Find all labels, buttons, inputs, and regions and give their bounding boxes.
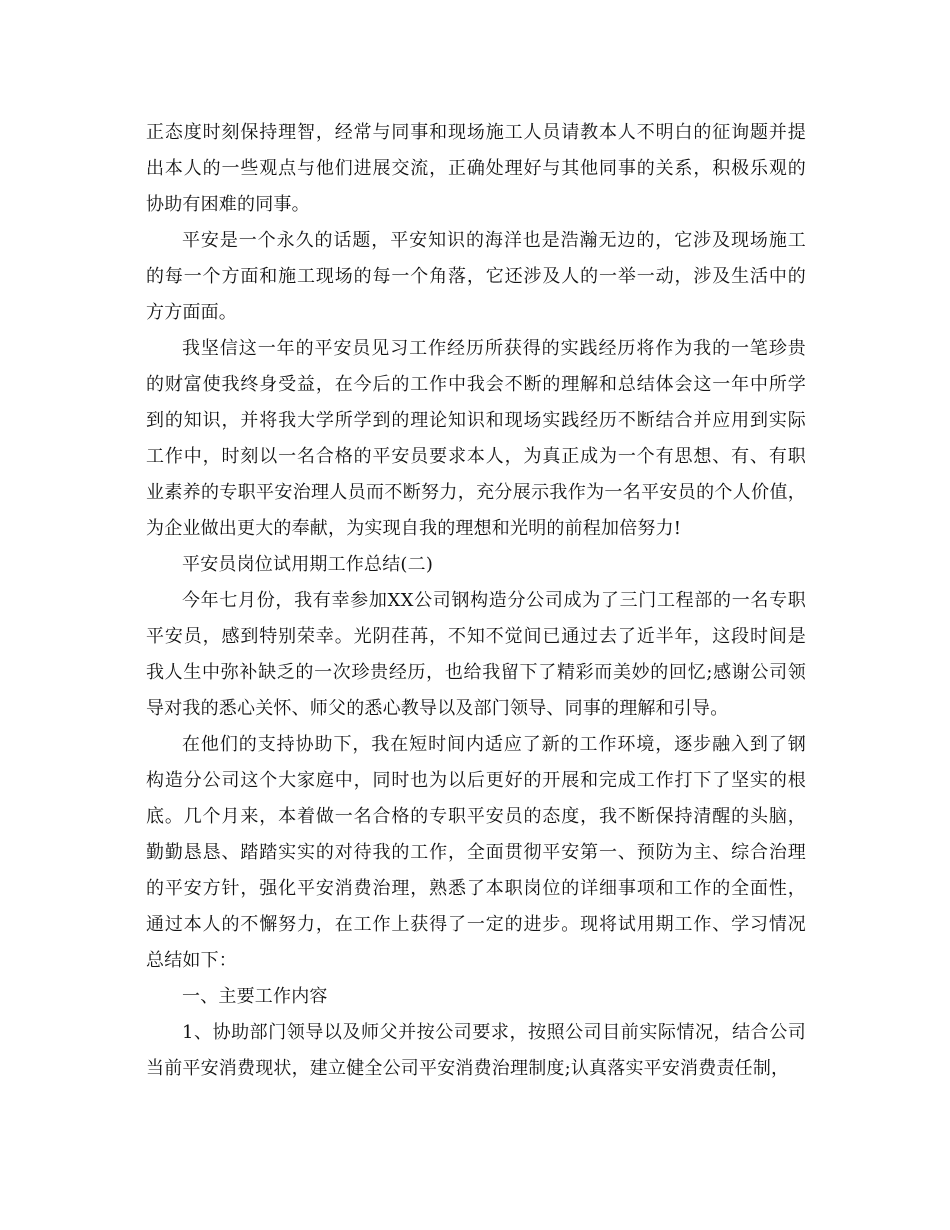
- text-line: 业素养的专职平安治理人员而不断努力，充分展示我作为一名平安员的个人价值，: [146, 482, 806, 503]
- text-line: 正态度时刻保持理智，经常与同事和现场施工人员请教本人不明白的征询题并提: [146, 122, 806, 143]
- text-line: 工作中，时刻以一名合格的平安员要求本人，为真正成为一个有思想、有、有职: [146, 446, 806, 467]
- text-line: 1、协助部门领导以及师父并按公司要求，按照公司目前实际情况，结合公司: [182, 1022, 806, 1043]
- text-line: 构造分公司这个大家庭中，同时也为以后更好的开展和完成工作打下了坚实的根: [146, 770, 806, 791]
- text-line: 平安员，感到特别荣幸。光阴荏苒，不知不觉间已通过去了近半年，这段时间是: [146, 626, 806, 647]
- text-line: 当前平安消费现状，建立健全公司平安消费治理制度;认真落实平安消费责任制，: [146, 1058, 790, 1079]
- text-line: 勤勤恳恳、踏踏实实的对待我的工作，全面贯彻平安第一、预防为主、综合治理: [146, 842, 806, 863]
- text-line: 方方面面。: [146, 302, 237, 323]
- text-line: 导对我的悉心关怀、师父的悉心教导以及部门领导、同事的理解和引导。: [146, 698, 729, 719]
- text-line: 平安员岗位试用期工作总结(二): [182, 554, 434, 575]
- text-line: 的财富使我终身受益，在今后的工作中我会不断的理解和总结体会这一年中所学: [146, 374, 806, 395]
- paragraph: [146, 115, 806, 223]
- text-line: 我坚信这一年的平安员见习工作经历所获得的实践经历将作为我的一笔珍贵: [182, 338, 806, 359]
- text-line: 我人生中弥补缺乏的一次珍贵经历，也给我留下了精彩而美妙的回忆;感谢公司领: [146, 662, 806, 683]
- paragraph: [146, 583, 806, 727]
- document-body: [146, 115, 806, 1087]
- text-line: 到的知识，并将我大学所学到的理论知识和现场实践经历不断结合并应用到实际: [146, 410, 806, 431]
- paragraph: [146, 1015, 806, 1087]
- paragraph: [146, 223, 806, 331]
- paragraph: [146, 331, 806, 547]
- text-line: 通过本人的不懈努力，在工作上获得了一定的进步。现将试用期工作、学习情况: [146, 914, 806, 935]
- text-line: 的每一个方面和施工现场的每一个角落，它还涉及人的一举一动，涉及生活中的: [146, 266, 806, 287]
- text-line: 出本人的一些观点与他们进展交流，正确处理好与其他同事的关系，积极乐观的: [146, 158, 806, 179]
- text-line: 的平安方针，强化平安消费治理，熟悉了本职岗位的详细事项和工作的全面性，: [146, 878, 806, 899]
- text-line: 在他们的支持协助下，我在短时间内适应了新的工作环境，逐步融入到了钢: [182, 734, 806, 755]
- text-line: 协助有困难的同事。: [146, 194, 310, 215]
- text-line: 为企业做出更大的奉献，为实现自我的理想和光明的前程加倍努力!: [146, 518, 682, 539]
- text-line: 总结如下：: [146, 950, 237, 971]
- paragraph: [146, 979, 806, 1015]
- text-line: 底。几个月来，本着做一名合格的专职平安员的态度，我不断保持清醒的头脑，: [146, 806, 806, 827]
- text-line: 平安是一个永久的话题，平安知识的海洋也是浩瀚无边的，它涉及现场施工: [182, 230, 806, 251]
- text-line: 今年七月份，我有幸参加XX公司钢构造分公司成为了三门工程部的一名专职: [182, 590, 806, 611]
- paragraph: [146, 727, 806, 979]
- text-line: 一、主要工作内容: [182, 986, 328, 1007]
- paragraph: [146, 547, 806, 583]
